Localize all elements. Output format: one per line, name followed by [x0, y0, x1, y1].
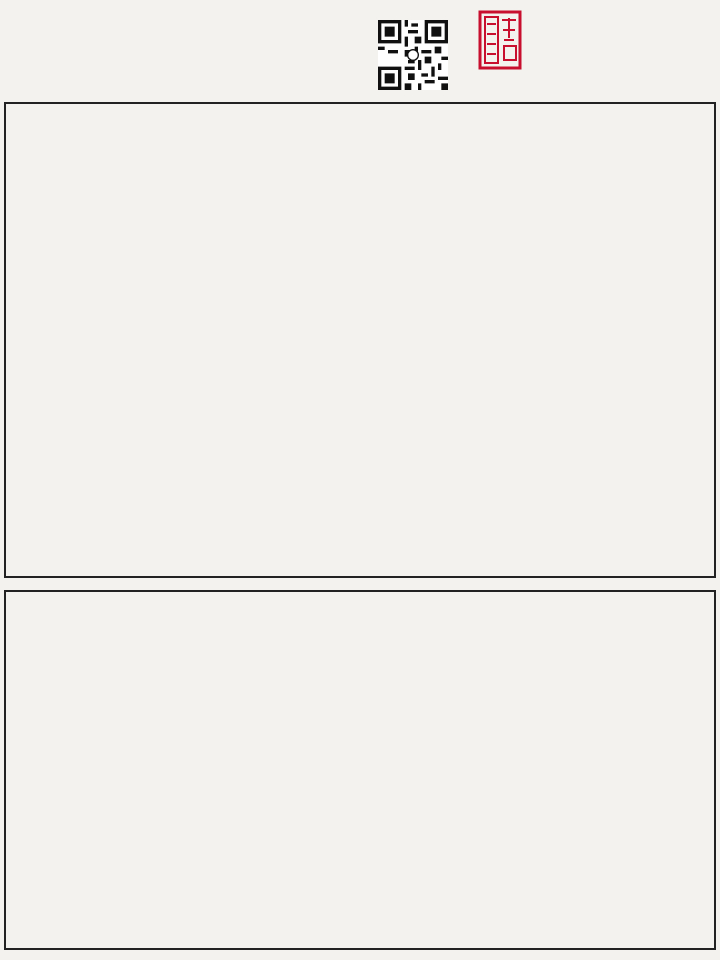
chart-table [4, 102, 716, 578]
qr-code-icon [378, 20, 448, 90]
header [0, 0, 720, 100]
annual-luck-grid [4, 590, 716, 950]
seal-logo-icon [478, 10, 522, 70]
